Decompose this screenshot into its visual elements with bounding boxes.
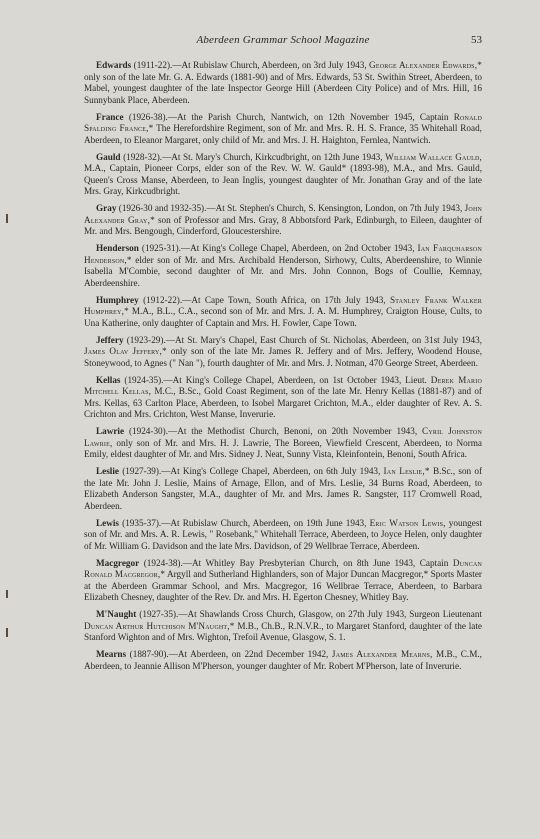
entry-kellas — [84, 375, 482, 421]
entry-text: M.A., Captain, Pioneer Corps, elder son of the Rev. W. W. Gauld* (1893-98), M.A., and Mrs. Gauld, Queen's Cross Manse, Aberdeen, to Jean Inglis, youngest daughter of Mr. Jonathan Gray and of the late Mrs. Gray, Kirkcudbright. — [84, 163, 482, 196]
entry-surname: Lewis — [96, 517, 119, 528]
entry-text: B.Sc., son of the late Mr. John J. Leslie, Mains of Arnage, Ellon, and of Mrs. Leslie, 34 Burns Road, Aberdeen, to Elizabeth Anderson Sangster, M.A., daughter of Mr. and Mrs. James R. Sangster, 117 Cromwell Road, Aberdeen. — [84, 466, 483, 511]
entry-full-name: Stanley Frank Walker Humphrey,* — [84, 294, 482, 316]
entry-france — [84, 112, 482, 147]
entry-dates: (1924-35).—At King's College Chapel, Aberdeen, on 1st October 1943, Lieut. — [124, 374, 431, 385]
entry-text: Argyll and Sutherland Highlanders, son of Major Duncan Macgregor,* Sports Master at the Aberdeen Grammar School, and Mrs. Macgregor, 16 Wellbrae Terrace, Aberdeen, to Barbara Elizabeth Chesney, daughter of the Rev. Dr. and Mrs. H. Egerton Chesney, Whitley Bay. — [84, 569, 482, 602]
entry-surname: Kellas — [96, 374, 121, 385]
entry-text: only son of the late Mr. G. A. Edwards (1881-90) and of Mrs. Edwards, 53 St. Swithin Street, Aberdeen, to Mabel, youngest daughter of the late Inspector George Hill (Aberdeen City Police) and of Mrs. Hill, 16 Sunnybank Place, Aberdeen. — [84, 71, 482, 105]
entry-gray — [84, 203, 482, 238]
entry-henderson — [84, 243, 482, 289]
entry-full-name: Ian Farquharson Henderson,* — [84, 243, 483, 265]
entry-text: only son of Mr. and Mrs. H. J. Lawrie, The Boreen, Viewfield Crescent, Aberdeen, to Norma Emily, eldest daughter of Mr. and Mrs. Sidney J. Neat, Sunny Vista, Kleinfontein, Benoni, South Africa. — [84, 437, 482, 459]
entry-edwards — [84, 60, 482, 106]
entry-full-name: George Alexander Edwards,* — [369, 60, 482, 70]
entry-full-name: Derek Mario Mitchell Kellas, — [84, 374, 482, 396]
entry-text: M.B., C.M., Aberdeen, to Jeannie Allison M'Pherson, younger daughter of Mr. Robert M'Pherson, late of Inverurie. — [84, 649, 482, 671]
entry-surname: Leslie — [96, 466, 119, 476]
entry-dates: (1887-90).—At Aberdeen, on 22nd December 1942, — [129, 649, 332, 659]
entry-dates: (1925-31).—At King's College Chapel, Aberdeen, on 2nd October 1943, — [141, 243, 418, 253]
entry-surname: France — [96, 111, 124, 122]
entry-surname: Henderson — [96, 243, 139, 253]
entry-text: M.A., B.L., C.A., second son of Mr. and Mrs. J. A. M. Humphrey, Craigton House, Cults, to Una Katherine, only daughter of Captain and Mrs. H. Fowler, Cape Town. — [84, 306, 482, 328]
entry-surname: Gauld — [96, 151, 121, 162]
entry-lawrie — [84, 426, 482, 461]
entry-surname: Mearns — [96, 649, 127, 659]
entry-full-name: Duncan Arthur Hutchison M'Naught,* — [84, 620, 235, 631]
entry-mnaught — [84, 609, 482, 644]
margin-mark — [6, 214, 8, 223]
entry-humphrey — [84, 295, 482, 330]
entry-dates: (1924-38).—At Whitley Bay Presbyterian Church, on 8th June 1943, Captain — [143, 557, 453, 568]
entry-full-name: William Wallace Gauld, — [385, 151, 483, 162]
entry-text: The Herefordshire Regiment, son of Mr. and Mrs. R. H. S. France, 35 Whitehall Road, Aberdeen, to Eleanor Margaret, only child of Mr. and Mrs. J. H. Haighton, Fernlea, Nantwich. — [84, 123, 482, 145]
running-title: Aberdeen Grammar School Magazine — [196, 34, 370, 46]
entry-mearns — [84, 649, 482, 672]
entry-dates: (1926-30 and 1932-35).—At St. Stephen's Church, S. Kensington, London, on 7th July 1943, — [118, 203, 465, 213]
entry-full-name: James Alexander Mearns, — [331, 649, 433, 659]
entry-text: son of Professor and Mrs. Gray, 8 Abbotsford Park, Edinburgh, to Eileen, daughter of Mr. and Mrs. Bengough, Cinderford, Gloucestershire. — [84, 214, 482, 236]
entry-dates: (1927-35).—At Shawlands Cross Church, Glasgow, on 27th July 1943, Surgeon Lieutenant — [139, 609, 482, 619]
entry-dates: (1935-37).—At Rubislaw Church, Aberdeen, on 19th June 1943, — [122, 517, 370, 528]
entry-surname: Jeffery — [96, 334, 124, 345]
entry-surname: Macgregor — [96, 557, 140, 568]
entry-dates: (1923-29).—At St. Mary's Chapel, East Church of St. Nicholas, Aberdeen, on 31st July 1943, — [126, 334, 483, 345]
entry-gauld — [84, 152, 482, 198]
entry-lewis — [84, 518, 482, 553]
entry-text: elder son of Mr. and Mrs. Archibald Henderson, Sirhowy, Cults, Aberdeenshire, to Winnie Isabella M'Combie, second daughter of Mr. and Mrs. John Connon, Bogs of Coullie, Kemnay, Aberdeenshire. — [84, 254, 482, 288]
entry-text: M.C., B.Sc., Gold Coast Regiment, son of the late Mr. Henry Kellas (1881-87) and of Mrs. Kellas, 63 Carlton Place, Aberdeen, to Isobel Margaret Crichton, M.A., elder daughter of Rev. A. S. Crichton and Mrs. Crichton, West Manse, Inverurie. — [84, 386, 482, 419]
page-number: 53 — [471, 34, 482, 46]
entry-text: only son of the late Mr. James R. Jeffery and of Mrs. Jeffery, Woodend House, Stoneywood, to Agnes (" Nan "), fourth daughter of Mr. and Mrs. J. Notman, 470 George Street, Aberdeen. — [84, 346, 482, 368]
entry-surname: Edwards — [96, 60, 132, 70]
entry-dates: (1928-32).—At St. Mary's Church, Kirkcudbright, on 12th June 1943, — [123, 151, 386, 162]
entry-full-name: Ronald Spalding France,* — [84, 111, 483, 133]
entry-dates: (1911-22).—At Rubislaw Church, Aberdeen, on 3rd July 1943, — [133, 60, 370, 70]
entry-full-name: Ian Leslie,* — [383, 466, 430, 476]
entry-dates: (1926-38).—At the Parish Church, Nantwich, on 12th November 1945, Captain — [128, 111, 454, 122]
entry-jeffery — [84, 335, 482, 370]
entry-text: M.B., Ch.B., R.N.V.R., to Margaret Stanford, daughter of the late Stanford Wighton and of Mrs. Wighton, Trefoil Avenue, Glasgow, S. 1. — [84, 620, 483, 642]
marriage-entries — [84, 60, 482, 672]
entry-full-name: James Olav Jeffery,* — [84, 346, 167, 356]
entry-macgregor — [84, 558, 482, 604]
entry-surname: Gray — [96, 203, 117, 213]
entry-dates: (1924-30).—At the Methodist Church, Benoni, on 20th November 1943, — [128, 426, 423, 436]
entry-full-name: Eric Watson Lewis, — [369, 517, 446, 528]
entry-surname: M'Naught — [96, 609, 137, 619]
entry-surname: Humphrey — [96, 294, 139, 305]
margin-mark — [6, 628, 8, 637]
entry-full-name: Cyril Johnston Lawrie, — [84, 426, 482, 448]
entry-text: youngest son of Mr. and Mrs. A. R. Lewis, " Rosebank," Whitehall Terrace, Aberdeen, to Joyce Helen, only daughter of Mr. William G. Davidson and the late Mrs. Davidson, of 29 Wellbrae Terrace, Aberdeen. — [84, 517, 482, 551]
margin-mark — [6, 590, 8, 598]
entry-dates: (1912-22).—At Cape Town, South Africa, on 17th July 1943, — [143, 294, 390, 305]
entry-surname: Lawrie — [96, 426, 125, 436]
entry-full-name: Duncan Ronald Macgregor,* — [84, 557, 483, 579]
entry-dates: (1927-39).—At King's College Chapel, Aberdeen, on 6th July 1943, — [122, 466, 384, 476]
entry-full-name: John Alexander Gray,* — [84, 203, 483, 225]
page-header — [84, 34, 482, 58]
entry-leslie — [84, 466, 482, 512]
